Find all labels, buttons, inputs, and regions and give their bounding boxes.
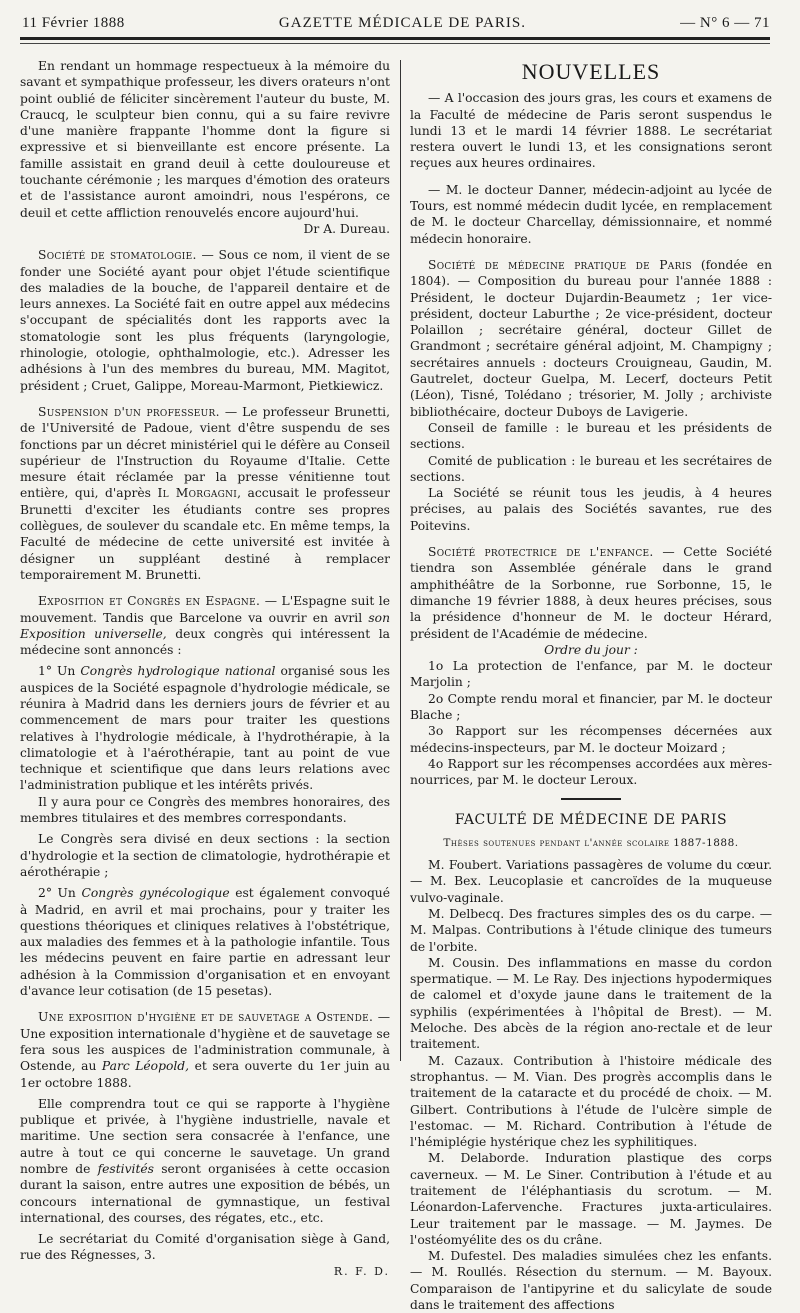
article-heading: Société de médecine pratique de Paris	[428, 257, 692, 272]
journal-title: GAZETTE MÉDICALE DE PARIS.	[278, 14, 527, 31]
article-body: (fondée en 1804). — Composition du bureau pour l'année 1888 : Président, le docteur Dujardin-Beaumetz ; 1er vice-président, docteur Laburthe ; 2e vice-président, docteur Polaillon ; secrétaire général, docteur Gillet de Grandmont ; secrétaire général adjoint, M. Champigny ; secrétaires annuels : docteurs Crouigneau, Gaudin, M. Gautrelet, docteur Guelpa, M. Lecerf, docteurs Petit (Léon), Tisné, Tolédano ; trésorier, M. Jolly ; archiviste bibliothécaire, docteur Duboys de Lavigerie.	[410, 257, 772, 419]
text: est également convoqué à Madrid, en avril et mai prochains, pour y traiter les questions théoriques et cliniques relatives à l'obstétrique, aux maladies des femmes et à la pathologie infantile. Tous les médecins peuvent en faire partie en adressant leur adhésion à la Commission d'organisation et en envoyant d'avance leur cotisation (de 15 pesetas).	[20, 886, 391, 999]
article-heading: Suspension d'un professeur.	[38, 404, 220, 419]
ordre-du-jour-title	[410, 642, 772, 658]
agenda-item: 4o Rapport sur les récompenses accordées aux mères-nourrices, par M. le docteur Leroux.	[410, 756, 772, 788]
section-title-faculte: FACULTÉ DE MÉDECINE DE PARIS	[454, 812, 728, 829]
issue-date: 11 Février 1888	[22, 14, 125, 31]
italic-text: Congrès gynécologique	[81, 886, 230, 901]
italic-text: Ordre du jour :	[544, 642, 638, 657]
paragraph-comite: Comité de publication : le bureau et les secrétaires de sections.	[410, 453, 772, 484]
paragraph-membres: Il y aura pour ce Congrès des membres honoraires, des membres titulaires et des membres correspondants.	[20, 794, 390, 826]
article-suspension	[20, 404, 390, 583]
header-rule	[20, 37, 770, 40]
text: Elle comprendra tout ce qui se rapporte à l'hygiène publique et privée, à l'hygiène industrielle, navale et maritime. Une section sera consacrée à l'enfance, une autre à tout ce qui concerne le sauvetage. Un grand nombre de	[20, 1096, 390, 1176]
article-heading: Société de stomatologie.	[38, 248, 197, 263]
header-rule-thin	[20, 43, 770, 44]
section-rule	[561, 798, 621, 800]
italic-text: Parc Léopold,	[101, 1059, 190, 1074]
italic-text: Congrès hydrologique national	[80, 664, 276, 679]
news-danner: — M. le docteur Danner, médecin-adjoint au lycée de Tours, est nommé médecin dudit lycée, en remplacement de M. le docteur Charcellay, démissionnaire, et nommé médecin honoraire.	[410, 182, 772, 246]
paragraph-exposition	[20, 1096, 390, 1226]
thesis-entry: M. Cazaux. Contribution à l'histoire médicale des strophantus. — M. Vian. Des progrès accomplis dans le traitement de la cataracte et du procédé de choix. — M. Gilbert. Contributions à l'étude de l'ulcère simple de l'estomac. — M. Richard. Contribution à l'étude de l'hémiplégie hystérique chez les syphilitiques.	[410, 1053, 772, 1150]
article-body: — Cette Société tiendra son Assemblée générale dans le grand amphithéâtre de la Sorbonne, rue Sorbonne, 15, le dimanche 19 février 1888, à deux heures précises, sous la présidence d'honneur de M. le docteur Hérard, président de l'Académie de médecine.	[410, 545, 772, 641]
paragraph-secretariat: Le secrétariat du Comité d'organisation siège à Gand, rue des Régnesses, 3.	[20, 1232, 390, 1263]
paragraph-hommage: En rendant un hommage respectueux à la mémoire du savant et sympathique professeur, les divers orateurs n'ont point oublié de féliciter sincèrement l'auteur du buste, M. Craucq, le sculpteur bien connu, qui a su faire revivre d'une manière frappante l'homme dont la figure si expressive et si bienveillante est encore présente. La famille assistait en grand deuil à cette douloureuse et touchante cérémonie ; les marques d'émotion des orateurs et de l'assistance auront amoindri, nous l'espérons, ce deuil et cette affliction renouvelés encore aujourd'hui.	[20, 59, 390, 220]
text: organisé sous les auspices de la Société espagnole d'hydrologie médicale, se réunira à Madrid dans les derniers jours de février et au commencement de mars pour traiter les questions relatives à l'hydrologie médicale, à l'hydrothérapie, à la climatologie et à l'aérothérapie, tant au point de vue technique et scientifique que dans leurs relations avec l'administration publique et les intérêts privés.	[20, 664, 390, 793]
thesis-entry: M. Delaborde. Induration plastique des corps caverneux. — M. Le Siner. Contribution à l'étude et au traitement de l'éléphantiasis du scrotum. — M. Léonardon-Lafervenche. Fractures juxta-articulaires. Leur traitement par le massage. — M. Jaymes. De l'ostéomyélite des os du crâne.	[410, 1151, 772, 1247]
article-heading: Société protectrice de l'enfance.	[428, 545, 654, 560]
article-heading: Une exposition d'hygiène et de sauvetage a Ostende.	[38, 1010, 374, 1025]
signature-dureau: Dr A. Dureau.	[303, 221, 390, 236]
thesis-entry: M. Foubert. Variations passagères de volume du cœur. — M. Bex. Leucoplasie et cancroïdes de la muqueuse vulvo-vaginale.	[410, 858, 772, 905]
article-espagne	[20, 593, 390, 658]
journal-name: Il Morgagni	[157, 486, 238, 501]
thesis-entry: M. Dufestel. Des maladies simulées chez les enfants. — M. Roullés. Résection du sternum. — M. Bayoux. Comparaison de l'antipyrine et du salicylate de soude dans le traitement des affections	[410, 1249, 772, 1313]
section-title-nouvelles: NOUVELLES	[521, 59, 661, 84]
right-column	[410, 58, 772, 1313]
paragraph-reunion: La Société se réunit tous les jeudis, à 4 heures précises, au palais des Sociétés savantes, rue des Poitevins.	[410, 486, 772, 533]
paragraph-sections: Le Congrès sera divisé en deux sections : la section d'hydrologie et la section de climatologie, hydrothérapie et aérothérapie ;	[20, 832, 390, 879]
news-jours-gras: — A l'occasion des jours gras, les cours et examens de la Faculté de médecine de Paris seront suspendus le lundi 13 et le mardi 14 février 1888. Le secrétariat restera ouvert le lundi 13, et les consignations seront reçues aux heures ordinaires.	[410, 91, 772, 171]
agenda-item: 1o La protection de l'enfance, par M. le docteur Marjolin ;	[410, 659, 772, 690]
article-stomatologie	[20, 247, 390, 394]
article-body: deux congrès qui intéressent la médecine sont annoncés :	[20, 626, 390, 658]
news-medecine-pratique	[410, 257, 772, 420]
thesis-entry: M. Delbecq. Des fractures simples des os du carpe. — M. Malpas. Contributions à l'étude clinique des tumeurs de l'orbite.	[410, 906, 772, 954]
article-body: — L'Espagne suit le mouvement. Tandis que Barcelone va ouvrir en avril	[20, 594, 391, 625]
italic-text: festivités	[97, 1162, 154, 1176]
text: 2° Un	[38, 886, 82, 901]
article-body: — Sous ce nom, il vient de se fonder une Société ayant pour objet l'étude scientifique des maladies de la bouche, de l'appareil dentaire et de leurs annexes. La Société fait en outre appel aux médecins s'occupant de spécialités dont les rapports avec la stomatologie sont les plus fréquents (laryngologie, rhinologie, otologie, ophthalmologie, etc.). Adresser les adhésions à l'un des membres du bureau, MM. Magitot, président ; Cruet, Galippe, Moreau-Marmont, Pietkiewicz.	[20, 248, 390, 393]
news-protectrice-enfance	[410, 544, 772, 642]
text: 1° Un	[38, 664, 81, 679]
article-body: et sera ouverte du 1er juin au 1er octobre 1888.	[20, 1059, 390, 1090]
article-body: — Le professeur Brunetti, de l'Université de Padoue, vient d'être suspendu de ses fonctions par un décret ministériel qui le défère au Conseil supérieur de l'Instruction du Royaume d'Italie. Cette mesure était réclamée par la presse vénitienne tout entière, qui, d'après	[20, 404, 390, 501]
text: seront organisées à cette occasion durant la saison, entre autres une exposition de bébés, un concours international de gymnastique, un festival international, des courses, des régates, etc., etc.	[20, 1162, 390, 1225]
article-ostende	[20, 1009, 390, 1090]
article-body: , accusait le professeur Brunetti d'exciter les étudiants contre ses propres collègues, de soulever du scandale etc. En même temps, la Faculté de médecine de cette université est invitée à désigner un suppléant destiné à remplacer temporairement M. Brunetti.	[20, 486, 390, 582]
column-divider	[400, 60, 401, 1061]
thesis-entry: M. Cousin. Des inflammations en masse du cordon spermatique. — M. Le Ray. Des injections hypodermiques de calomel et d'oxyde jaune dans le traitement de la syphilis (expérimentées à l'hôpital de Brest). — M. Meloche. Des abcès de la région ano-rectale et de leur traitement.	[410, 955, 772, 1052]
paragraph-congres-hydro	[20, 663, 390, 793]
left-column	[20, 58, 390, 1280]
italic-text: son Exposition universelle,	[20, 610, 390, 641]
paragraph-congres-gyneco	[20, 885, 390, 999]
page-number: — N° 6 — 71	[680, 14, 770, 31]
signature-rfd: R. F. D.	[333, 1264, 390, 1278]
subsection-title-theses: Thèses soutenues pendant l'année scolaire 1887-1888.	[443, 836, 739, 849]
page-header	[22, 12, 770, 34]
agenda-item: 2o Compte rendu moral et financier, par M. le docteur Blache ;	[410, 691, 772, 722]
paragraph-conseil: Conseil de famille : le bureau et les présidents de sections.	[410, 420, 772, 452]
article-heading: Exposition et Congrès en Espagne.	[38, 594, 261, 609]
agenda-item: 3o Rapport sur les récompenses décernées aux médecins-inspecteurs, par M. le docteur Moizard ;	[410, 724, 772, 755]
article-body: — Une exposition internationale d'hygiène et de sauvetage se fera sous les auspices de l'administration communale, à Ostende, au	[20, 1010, 390, 1074]
